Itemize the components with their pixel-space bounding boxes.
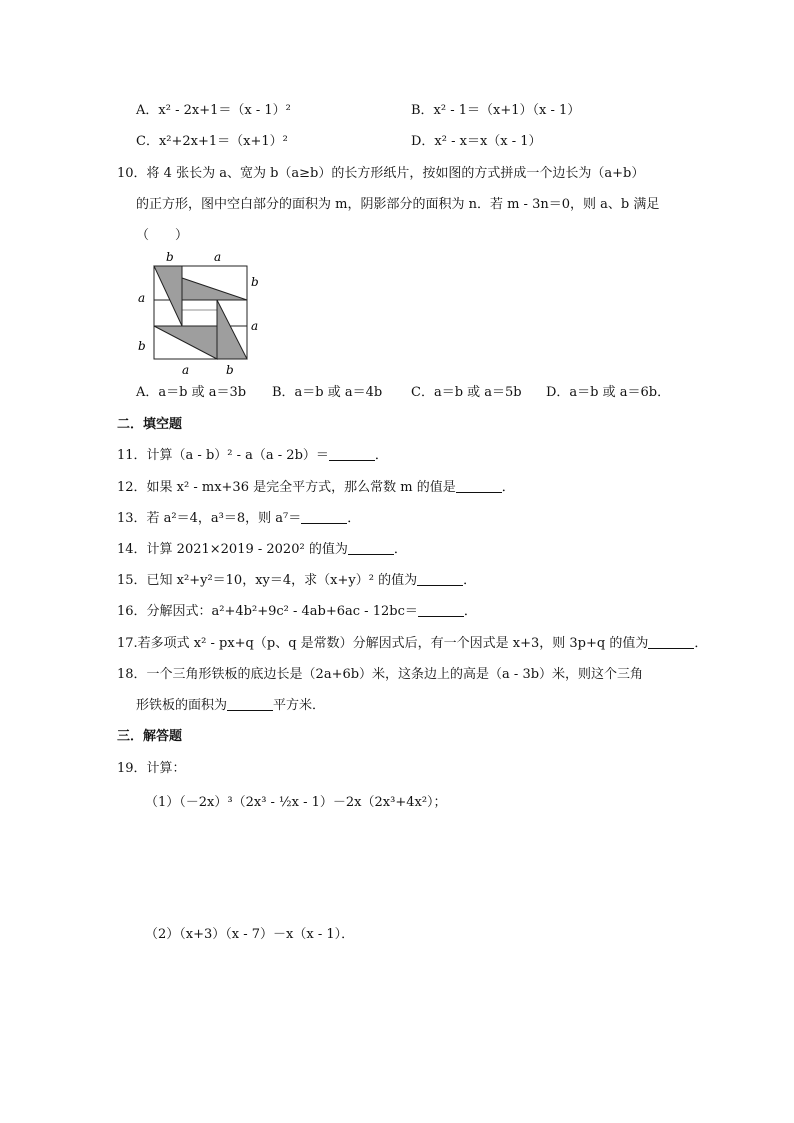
label-b-bottom: b <box>226 363 234 377</box>
q16: 16．分解因式：a²+4b²+9c² - 4ab+6ac - 12bc＝ ． <box>117 604 477 619</box>
q11-answer-blank[interactable] <box>329 448 375 461</box>
q16-answer-blank[interactable] <box>418 604 464 617</box>
q9-option-b[interactable]: B．x² - 1＝（x+1）（x - 1） <box>411 103 581 118</box>
q12-answer-blank[interactable] <box>456 480 502 493</box>
q14: 14．计算 2021×2019 - 2020² 的值为 ． <box>117 542 407 557</box>
shaded-triangle-3 <box>154 326 217 359</box>
q14-text: 14．计算 2021×2019 - 2020² 的值为 <box>117 542 348 557</box>
q10-option-c[interactable]: C．a＝b 或 a＝5b <box>411 385 522 400</box>
q19-intro: 19．计算： <box>117 761 186 776</box>
q15-text: 15．已知 x²+y²＝10，xy＝4，求（x+y）² 的值为 <box>117 573 418 588</box>
q13-text: 13．若 a²＝4，a³＝8，则 a⁷＝ <box>117 511 302 526</box>
q10-option-a[interactable]: A．a＝b 或 a＝3b <box>136 385 247 400</box>
q19-part1: （1）（－2x）³（2x³ - ½x - 1）－2x（2x³+4x²）； <box>145 795 447 810</box>
q18-text-post: 平方米． <box>273 698 326 713</box>
q18-text-pre: 形铁板的面积为 <box>136 698 228 713</box>
label-b-top: b <box>166 250 174 264</box>
q10-line1: 10．将 4 张长为 a、宽为 b（a≥b）的长方形纸片，按如图的方式拼成一个边长为（a+b） <box>117 166 645 181</box>
q13: 13．若 a²＝4，a³＝8，则 a⁷＝ ． <box>117 511 361 526</box>
q10-answer-paren: （ ） <box>136 228 189 243</box>
q9-option-d[interactable]: D．x² - x＝x（x - 1） <box>411 134 542 149</box>
label-a-top: a <box>214 250 222 264</box>
q11: 11．计算（a - b）² - a（a - 2b）＝ ． <box>117 448 388 463</box>
q13-answer-blank[interactable] <box>301 511 347 524</box>
section-2-title: 二．填空题 <box>117 417 183 432</box>
section-3-title: 三．解答题 <box>117 729 183 744</box>
q12-text: 12．如果 x² - mx+36 是完全平方式，那么常数 m 的值是 <box>117 480 456 495</box>
q9-option-c[interactable]: C．x²+2x+1＝（x+1）² <box>136 134 288 149</box>
q16-text: 16．分解因式：a²+4b²+9c² - 4ab+6ac - 12bc＝ <box>117 604 418 619</box>
q18-line2 <box>136 697 325 715</box>
q10-option-d[interactable]: D．a＝b 或 a＝6b． <box>546 385 671 400</box>
q11-text: 11．计算（a - b）² - a（a - 2b）＝ <box>117 448 329 463</box>
label-a-bottom: a <box>182 363 190 377</box>
label-a-right: a <box>251 319 259 333</box>
q15: 15．已知 x²+y²＝10，xy＝4，求（x+y）² 的值为 ． <box>117 573 477 588</box>
q12: 12．如果 x² - mx+36 是完全平方式，那么常数 m 的值是 ． <box>117 480 515 495</box>
q10-option-b[interactable]: B．a＝b 或 a＝4b <box>272 385 383 400</box>
q10-line2: 的正方形，图中空白部分的面积为 m，阴影部分的面积为 n．若 m - 3n＝0，则 a、b 满足 <box>136 197 660 212</box>
shaded-triangle-4 <box>217 300 247 359</box>
q14-answer-blank[interactable] <box>348 542 394 555</box>
q18-answer-blank[interactable] <box>227 698 273 711</box>
shaded-triangle-2 <box>182 278 247 300</box>
q18-line1: 18．一个三角形铁板的底边长是（2a+6b）米，这条边上的高是（a - 3b）米，则这个三角 <box>117 667 644 682</box>
q17: 17.若多项式 x² - px+q（p、q 是常数）分解因式后，有一个因式是 x+3，则 3p+q 的值为 ． <box>117 636 708 651</box>
q17-text: 17.若多项式 x² - px+q（p、q 是常数）分解因式后，有一个因式是 x+3，则 3p+q 的值为 <box>117 636 649 651</box>
label-b-right: b <box>251 275 259 289</box>
shaded-triangle-1 <box>154 266 182 326</box>
q17-answer-blank[interactable] <box>648 636 694 649</box>
q9-option-a[interactable]: A．x² - 2x+1＝（x - 1）² <box>136 103 291 118</box>
label-b-left: b <box>138 339 146 353</box>
label-a-left: a <box>138 291 146 305</box>
q19-part2: （2）（x+3）（x - 7）－x（x - 1）． <box>145 927 355 942</box>
q10-figure <box>130 250 280 380</box>
q15-answer-blank[interactable] <box>417 573 463 586</box>
